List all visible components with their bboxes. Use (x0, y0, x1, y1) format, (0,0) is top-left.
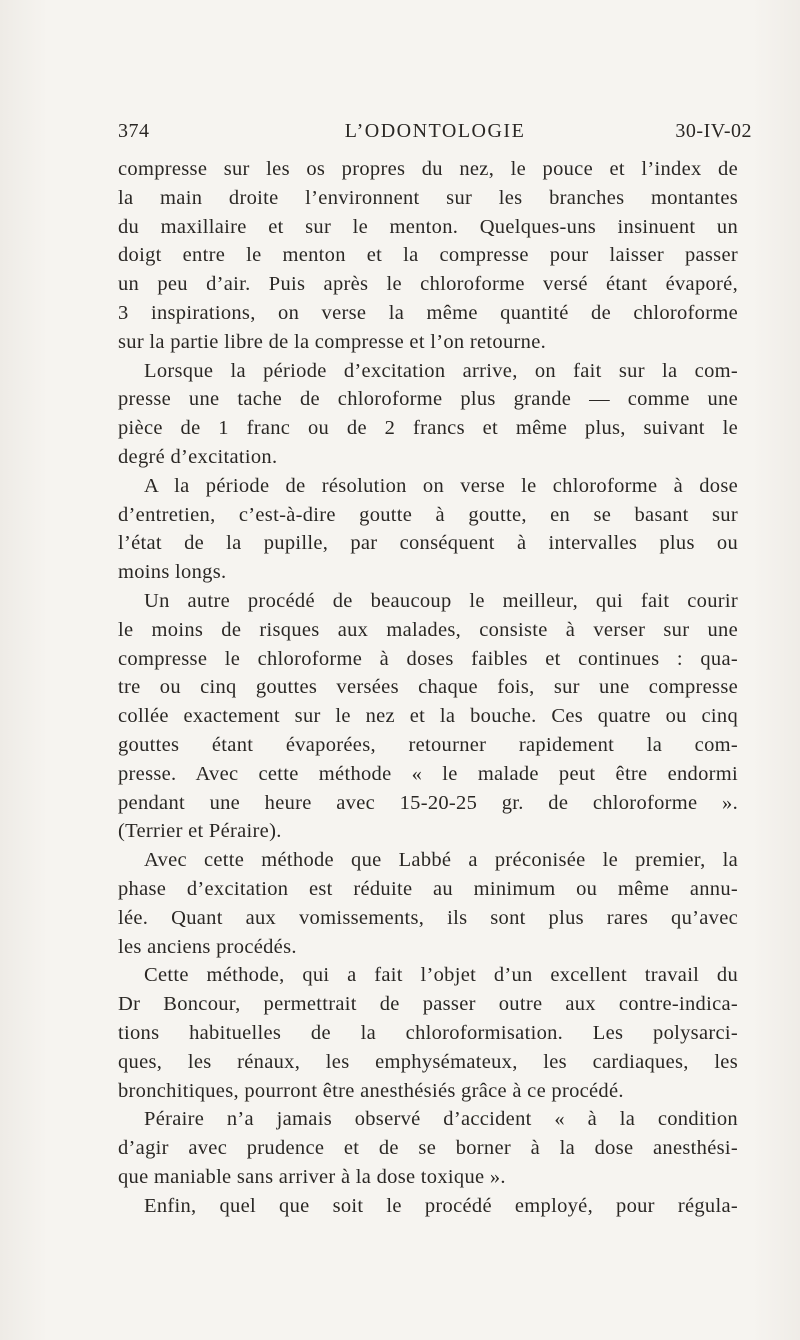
text-line: pièce de 1 franc ou de 2 francs et même plus, suivant le (118, 417, 738, 440)
text-line: (Terrier et Péraire). (118, 820, 282, 843)
text-line: collée exactement sur le nez et la bouche. Ces quatre ou cinq (118, 705, 738, 728)
text-line: Enfin, quel que soit le procédé employé, pour régula- (144, 1194, 738, 1217)
text-line: presse. Avec cette méthode « le malade peut être endormi (118, 762, 738, 785)
text-line: presse une tache de chloroforme plus grande — comme une (118, 388, 738, 411)
issue-date: 30-IV-02 (675, 120, 752, 142)
text-line: 3 inspirations, on verse la même quantité de chloroforme (118, 301, 738, 324)
text-line: Avec cette méthode que Labbé a préconisée le premier, la (144, 849, 738, 872)
text-line: gouttes étant évaporées, retourner rapidement la com- (118, 733, 738, 756)
body-text (118, 155, 738, 1220)
text-line: Cette méthode, qui a fait l’objet d’un excellent travail du (144, 964, 738, 987)
text-line: ques, les rénaux, les emphysémateux, les cardiaques, les (118, 1050, 738, 1073)
text-line: que maniable sans arriver à la dose toxique ». (118, 1165, 506, 1188)
text-line: tions habituelles de la chloroformisation. Les polysarci- (118, 1021, 738, 1044)
text-line: tre ou cinq gouttes versées chaque fois, sur une compresse (118, 676, 738, 699)
text-line: du maxillaire et sur le menton. Quelques-uns insinuent un (118, 215, 738, 238)
text-line: d’entretien, c’est-à-dire goutte à goutte, en se basant sur (118, 503, 738, 526)
running-header (118, 120, 752, 148)
text-line: degré d’excitation. (118, 445, 278, 468)
text-line: A la période de résolution on verse le chloroforme à dose (144, 474, 738, 497)
text-line: l’état de la pupille, par conséquent à intervalles plus ou (118, 532, 738, 555)
text-line: Lorsque la période d’excitation arrive, on fait sur la com- (144, 359, 738, 382)
text-line: la main droite l’environnent sur les branches montantes (118, 186, 738, 209)
text-line: compresse sur les os propres du nez, le pouce et l’index de (118, 158, 738, 180)
text-line: un peu d’air. Puis après le chloroforme versé étant évaporé, (118, 273, 738, 296)
text-line: phase d’excitation est réduite au minimum ou même annu- (118, 877, 738, 900)
text-line: le moins de risques aux malades, consiste à verser sur une (118, 618, 738, 641)
text-line: doigt entre le menton et la compresse pour laisser passer (118, 244, 738, 267)
text-line: bronchitiques, pourront être anesthésiés grâce à ce procédé. (118, 1079, 624, 1102)
text-line: lée. Quant aux vomissements, ils sont plus rares qu’avec (118, 906, 738, 929)
page-number: 374 (118, 120, 150, 142)
text-line: les anciens procédés. (118, 935, 297, 958)
text-line: moins longs. (118, 561, 227, 584)
text-line: Un autre procédé de beaucoup le meilleur, qui fait courir (144, 589, 738, 612)
text-line: Dr Boncour, permettrait de passer outre aux contre-indica- (118, 993, 738, 1016)
text-line: compresse le chloroforme à doses faibles et continues : qua- (118, 647, 738, 670)
text-line: sur la partie libre de la compresse et l’on retourne. (118, 330, 547, 353)
text-line: d’agir avec prudence et de se borner à la dose anesthési- (118, 1137, 738, 1160)
running-title: L’ODONTOLOGIE (344, 120, 526, 142)
text-line: Péraire n’a jamais observé d’accident « à la condition (144, 1108, 738, 1131)
text-line: pendant une heure avec 15-20-25 gr. de chloroforme ». (118, 791, 738, 814)
